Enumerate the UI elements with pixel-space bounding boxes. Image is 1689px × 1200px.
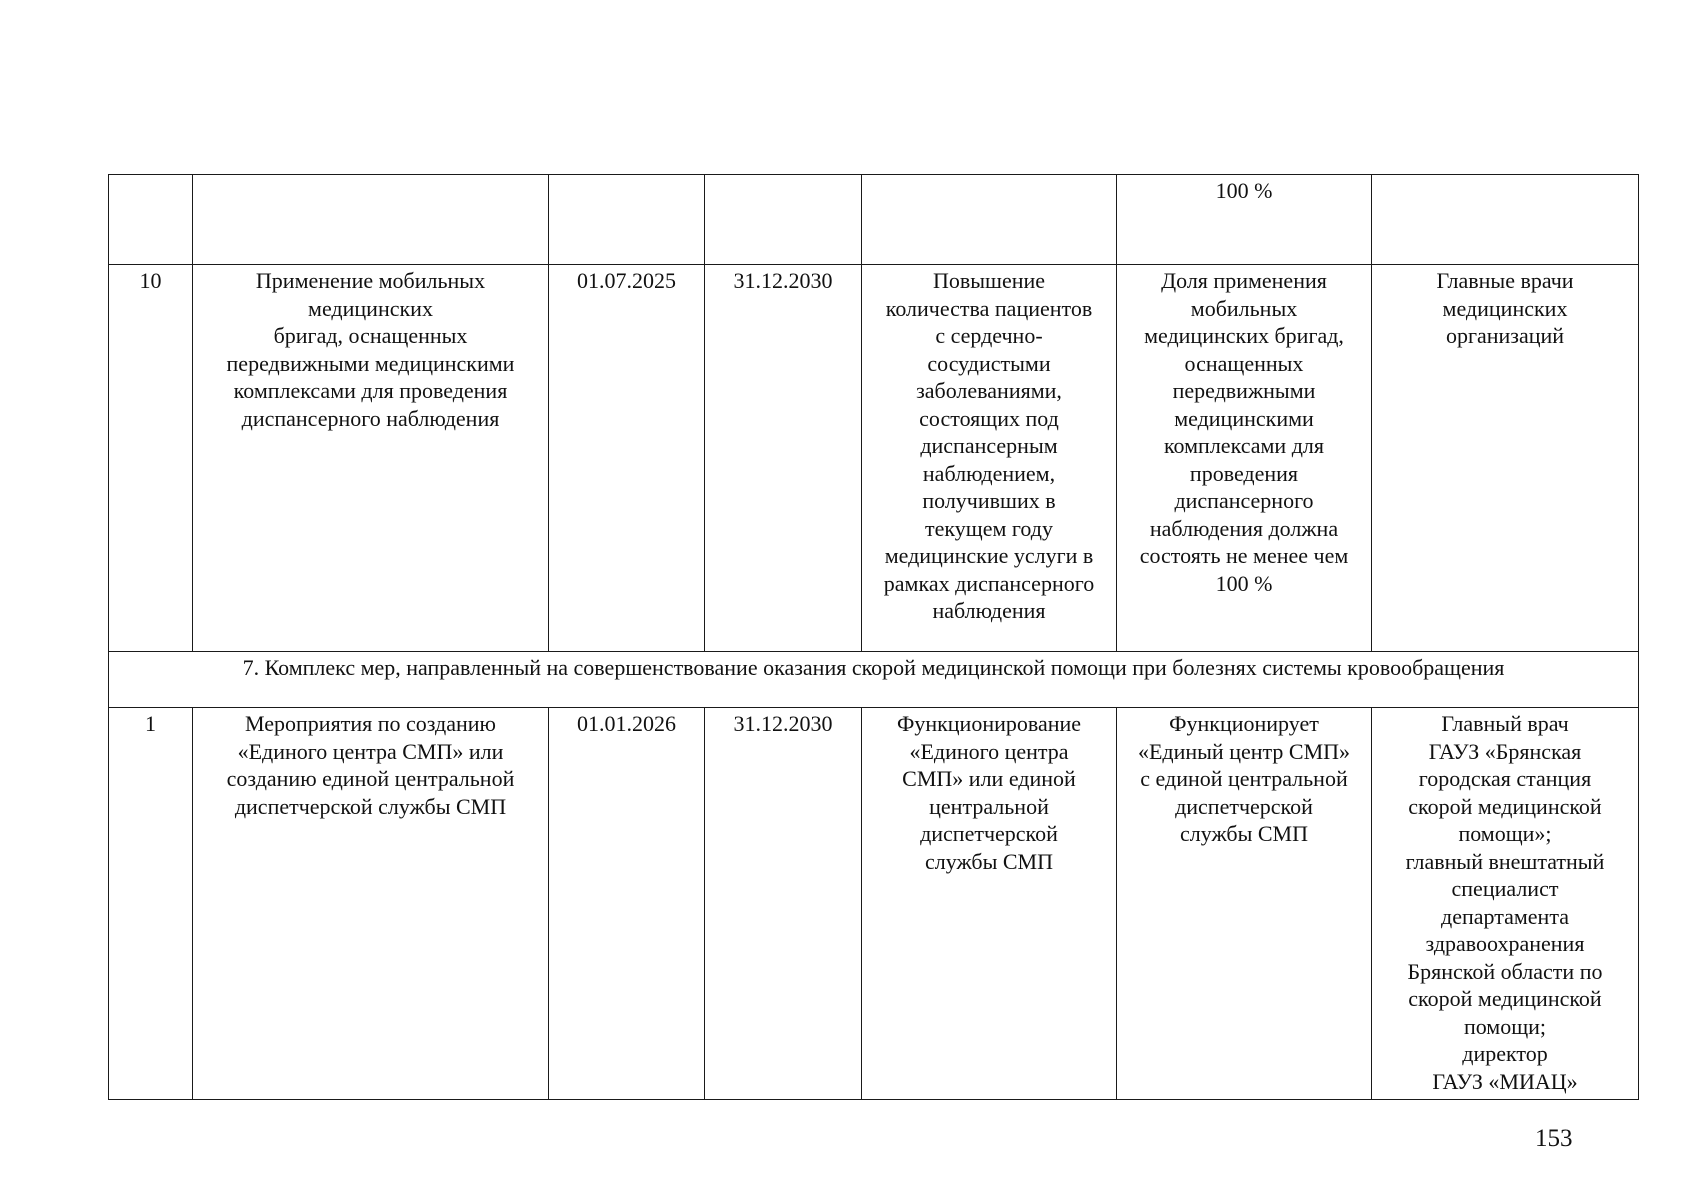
cell-indicator: Доля применения мобильных медицинских бригад, оснащенных передвижными медицинскими комплексами для проведения диспансерного наблюдения должна состоять не менее чем 100 % [1117,265,1372,652]
cell-responsible [1372,175,1639,265]
cell-start-date: 01.01.2026 [549,708,705,1100]
measures-table [108,174,1639,1100]
section-title: 7. Комплекс мер, направленный на совершенствование оказания скорой медицинской помощи при болезнях системы кровообращения [109,652,1639,708]
cell-result [862,175,1117,265]
cell-number: 10 [109,265,193,652]
cell-event [193,175,549,265]
cell-number: 1 [109,708,193,1100]
cell-event: Применение мобильных медицинских бригад, оснащенных передвижными медицинскими комплексами для проведения диспансерного наблюдения [193,265,549,652]
cell-end-date [705,175,862,265]
cell-indicator: 100 % [1117,175,1372,265]
cell-responsible: Главный врач ГАУЗ «Брянская городская станция скорой медицинской помощи»; главный внештатный специалист департамента здравоохранения Брянской области по скорой медицинской помощи; директор ГАУЗ «МИАЦ» [1372,708,1639,1100]
page-number: 153 [1535,1125,1573,1152]
table-row-1 [109,708,1639,1100]
cell-indicator: Функционирует «Единый центр СМП» с единой центральной диспетчерской службы СМП [1117,708,1372,1100]
cell-responsible: Главные врачи медицинских организаций [1372,265,1639,652]
table-row-continuation [109,175,1639,265]
cell-start-date: 01.07.2025 [549,265,705,652]
section-header-row [109,652,1639,708]
cell-result: Функционирование «Единого центра СМП» или единой центральной диспетчерской службы СМП [862,708,1117,1100]
table-row-10 [109,265,1639,652]
cell-number [109,175,193,265]
cell-end-date: 31.12.2030 [705,265,862,652]
cell-end-date: 31.12.2030 [705,708,862,1100]
cell-result: Повышение количества пациентов с сердечно- сосудистыми заболеваниями, состоящих под диспансерным наблюдением, получивших в текущем году медицинские услуги в рамках диспансерного наблюдения [862,265,1117,652]
cell-event: Мероприятия по созданию «Единого центра СМП» или созданию единой центральной диспетчерской службы СМП [193,708,549,1100]
cell-start-date [549,175,705,265]
